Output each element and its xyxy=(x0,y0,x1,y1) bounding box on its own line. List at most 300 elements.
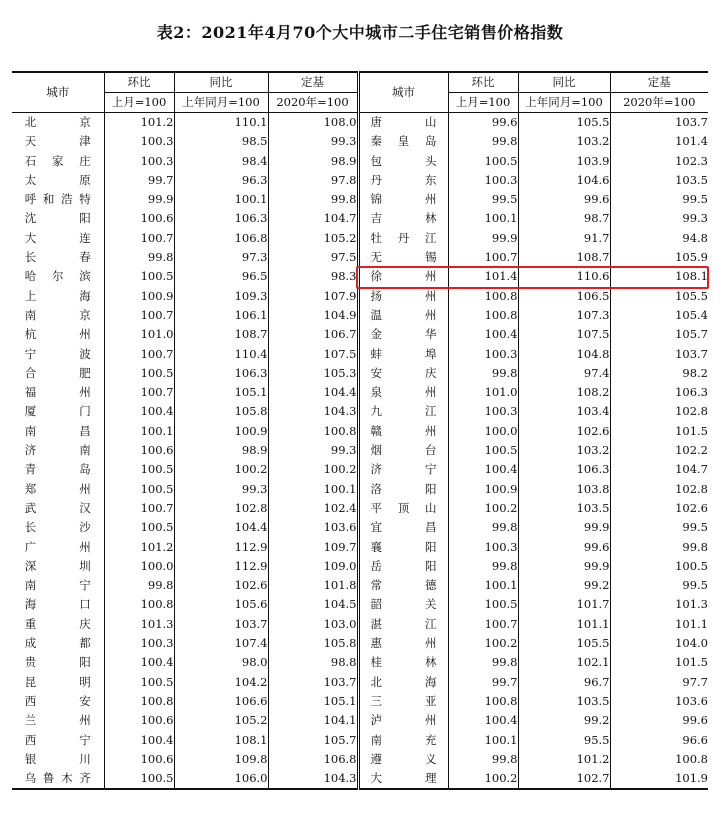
base-value-left: 103.7 xyxy=(268,673,358,692)
mom-value-right: 100.7 xyxy=(448,615,518,634)
city-cell-right xyxy=(358,538,448,557)
mom-value-right: 100.5 xyxy=(448,441,518,460)
base-value-right: 102.8 xyxy=(610,480,708,499)
yoy-value-right: 99.9 xyxy=(518,518,610,537)
table-row xyxy=(12,692,708,711)
yoy-value-right: 99.2 xyxy=(518,711,610,730)
city-name: 遵义 xyxy=(370,751,437,766)
table-row xyxy=(12,518,708,537)
yoy-value-right: 108.7 xyxy=(518,248,610,267)
city-cell-right xyxy=(358,422,448,441)
city-cell-right xyxy=(358,402,448,421)
yoy-value-left: 96.3 xyxy=(174,171,268,190)
city-name: 重庆 xyxy=(24,616,91,631)
yoy-value-right: 101.2 xyxy=(518,750,610,769)
mom-value-right: 99.8 xyxy=(448,750,518,769)
yoy-value-right: 97.4 xyxy=(518,364,610,383)
mom-value-right: 99.7 xyxy=(448,673,518,692)
city-name: 蚌埠 xyxy=(370,346,437,361)
base-value-right: 101.5 xyxy=(610,422,708,441)
base-value-right: 99.5 xyxy=(610,190,708,209)
yoy-value-right: 99.6 xyxy=(518,190,610,209)
city-name: 合肥 xyxy=(24,365,91,380)
yoy-value-right: 99.9 xyxy=(518,557,610,576)
city-name: 青岛 xyxy=(24,462,91,477)
base-value-left: 105.8 xyxy=(268,634,358,653)
base-value-right: 100.8 xyxy=(610,750,708,769)
base-value-right: 103.7 xyxy=(610,113,708,133)
mom-value-left: 100.7 xyxy=(104,499,174,518)
yoy-value-right: 105.5 xyxy=(518,634,610,653)
mom-value-left: 100.7 xyxy=(104,345,174,364)
city-cell-left xyxy=(12,345,104,364)
mom-value-right: 100.5 xyxy=(448,595,518,614)
yoy-value-left: 98.5 xyxy=(174,132,268,151)
yoy-value-right: 98.7 xyxy=(518,209,610,228)
base-value-right: 99.5 xyxy=(610,576,708,595)
table-row xyxy=(12,769,708,789)
header-base-left: 定基 xyxy=(268,72,358,93)
base-value-right: 98.2 xyxy=(610,364,708,383)
city-name: 乌鲁木齐 xyxy=(24,771,91,786)
mom-value-left: 100.7 xyxy=(104,383,174,402)
header-city-left: 城市 xyxy=(12,72,104,113)
mom-value-left: 100.5 xyxy=(104,364,174,383)
base-value-right: 104.0 xyxy=(610,634,708,653)
yoy-value-left: 98.0 xyxy=(174,653,268,672)
city-cell-left xyxy=(12,750,104,769)
mom-value-left: 100.5 xyxy=(104,518,174,537)
city-name: 武汉 xyxy=(24,500,91,515)
mom-value-left: 100.6 xyxy=(104,711,174,730)
yoy-value-right: 102.1 xyxy=(518,653,610,672)
base-value-left: 104.5 xyxy=(268,595,358,614)
base-value-right: 103.6 xyxy=(610,692,708,711)
yoy-value-left: 103.7 xyxy=(174,615,268,634)
city-cell-right xyxy=(358,383,448,402)
base-value-left: 100.2 xyxy=(268,460,358,479)
city-name: 南昌 xyxy=(24,423,91,438)
mom-value-left: 100.4 xyxy=(104,653,174,672)
yoy-value-left: 96.5 xyxy=(174,267,268,286)
yoy-value-left: 109.8 xyxy=(174,750,268,769)
city-cell-right xyxy=(358,190,448,209)
header-yoy-right: 同比 xyxy=(518,72,610,93)
city-cell-left xyxy=(12,325,104,344)
city-name: 济宁 xyxy=(370,462,437,477)
header-mom-right: 环比 xyxy=(448,72,518,93)
mom-value-right: 99.8 xyxy=(448,132,518,151)
mom-value-right: 100.1 xyxy=(448,209,518,228)
city-cell-left xyxy=(12,595,104,614)
base-value-right: 100.5 xyxy=(610,557,708,576)
mom-value-right: 99.6 xyxy=(448,113,518,133)
mom-value-left: 100.6 xyxy=(104,441,174,460)
yoy-value-left: 106.6 xyxy=(174,692,268,711)
table-row xyxy=(12,229,708,248)
yoy-value-right: 104.6 xyxy=(518,171,610,190)
base-value-left: 104.9 xyxy=(268,306,358,325)
table-row xyxy=(12,132,708,151)
city-cell-left xyxy=(12,402,104,421)
mom-value-right: 100.3 xyxy=(448,345,518,364)
base-value-right: 102.2 xyxy=(610,441,708,460)
table-row xyxy=(12,267,708,286)
yoy-value-left: 102.8 xyxy=(174,499,268,518)
table-row xyxy=(12,673,708,692)
city-name: 安庆 xyxy=(370,365,437,380)
mom-value-left: 100.0 xyxy=(104,557,174,576)
mom-value-right: 101.4 xyxy=(448,267,518,286)
city-cell-left xyxy=(12,653,104,672)
yoy-value-left: 105.6 xyxy=(174,595,268,614)
mom-value-left: 100.5 xyxy=(104,769,174,789)
header-city-right: 城市 xyxy=(358,72,448,113)
mom-value-right: 100.2 xyxy=(448,499,518,518)
city-cell-right xyxy=(358,364,448,383)
city-cell-left xyxy=(12,306,104,325)
table-row xyxy=(12,345,708,364)
mom-value-right: 100.1 xyxy=(448,731,518,750)
yoy-value-left: 106.1 xyxy=(174,306,268,325)
city-name: 郑州 xyxy=(24,481,91,496)
table-row xyxy=(12,209,708,228)
table-body xyxy=(12,113,708,790)
base-value-right: 97.7 xyxy=(610,673,708,692)
city-cell-left xyxy=(12,518,104,537)
mom-value-right: 100.4 xyxy=(448,711,518,730)
city-cell-right xyxy=(358,634,448,653)
city-cell-left xyxy=(12,152,104,171)
city-name: 锦州 xyxy=(370,192,437,207)
mom-value-left: 100.8 xyxy=(104,595,174,614)
base-value-left: 107.5 xyxy=(268,345,358,364)
base-value-right: 102.3 xyxy=(610,152,708,171)
yoy-value-right: 103.2 xyxy=(518,132,610,151)
city-cell-right xyxy=(358,113,448,133)
base-value-left: 97.5 xyxy=(268,248,358,267)
city-cell-right xyxy=(358,209,448,228)
base-value-left: 97.8 xyxy=(268,171,358,190)
header-base-sub-right: 2020年=100 xyxy=(610,93,708,113)
city-name: 太原 xyxy=(24,172,91,187)
mom-value-left: 100.4 xyxy=(104,731,174,750)
base-value-right: 101.1 xyxy=(610,615,708,634)
table-row xyxy=(12,364,708,383)
city-cell-left xyxy=(12,441,104,460)
base-value-right: 99.8 xyxy=(610,538,708,557)
base-value-left: 106.8 xyxy=(268,750,358,769)
city-name: 平顶山 xyxy=(370,500,437,515)
yoy-value-right: 104.8 xyxy=(518,345,610,364)
city-cell-right xyxy=(358,267,448,286)
mom-value-right: 100.3 xyxy=(448,402,518,421)
yoy-value-left: 99.3 xyxy=(174,480,268,499)
mom-value-left: 99.7 xyxy=(104,171,174,190)
city-name: 九江 xyxy=(370,404,437,419)
base-value-left: 107.9 xyxy=(268,287,358,306)
city-cell-left xyxy=(12,422,104,441)
table-row xyxy=(12,653,708,672)
mom-value-left: 99.8 xyxy=(104,576,174,595)
mom-value-left: 100.7 xyxy=(104,306,174,325)
city-cell-right xyxy=(358,518,448,537)
table-row xyxy=(12,499,708,518)
base-value-left: 99.8 xyxy=(268,190,358,209)
city-cell-right xyxy=(358,673,448,692)
city-name: 南充 xyxy=(370,732,437,747)
city-cell-right xyxy=(358,480,448,499)
mom-value-right: 100.0 xyxy=(448,422,518,441)
base-value-left: 103.0 xyxy=(268,615,358,634)
table-row xyxy=(12,711,708,730)
city-cell-right xyxy=(358,557,448,576)
city-cell-right xyxy=(358,287,448,306)
base-value-right: 101.3 xyxy=(610,595,708,614)
yoy-value-right: 107.3 xyxy=(518,306,610,325)
base-value-left: 104.4 xyxy=(268,383,358,402)
city-name: 徐州 xyxy=(370,269,437,284)
mom-value-left: 100.8 xyxy=(104,692,174,711)
city-cell-right xyxy=(358,615,448,634)
table-row xyxy=(12,460,708,479)
yoy-value-left: 100.2 xyxy=(174,460,268,479)
mom-value-left: 100.3 xyxy=(104,634,174,653)
mom-value-left: 100.6 xyxy=(104,750,174,769)
city-name: 惠州 xyxy=(370,636,437,651)
mom-value-right: 99.8 xyxy=(448,518,518,537)
yoy-value-left: 112.9 xyxy=(174,538,268,557)
base-value-left: 102.4 xyxy=(268,499,358,518)
city-cell-left xyxy=(12,711,104,730)
city-cell-left xyxy=(12,364,104,383)
base-value-right: 99.6 xyxy=(610,711,708,730)
base-value-left: 108.0 xyxy=(268,113,358,133)
mom-value-left: 100.5 xyxy=(104,480,174,499)
base-value-left: 98.8 xyxy=(268,653,358,672)
city-name: 牡丹江 xyxy=(370,230,437,245)
base-value-left: 103.6 xyxy=(268,518,358,537)
mom-value-right: 100.8 xyxy=(448,287,518,306)
city-cell-right xyxy=(358,325,448,344)
header-yoy-sub-right: 上年同月=100 xyxy=(518,93,610,113)
header-mom-left: 环比 xyxy=(104,72,174,93)
mom-value-right: 100.4 xyxy=(448,460,518,479)
mom-value-right: 100.3 xyxy=(448,171,518,190)
yoy-value-left: 112.9 xyxy=(174,557,268,576)
mom-value-left: 101.0 xyxy=(104,325,174,344)
city-cell-right xyxy=(358,692,448,711)
yoy-value-left: 110.4 xyxy=(174,345,268,364)
city-name: 兰州 xyxy=(24,713,91,728)
table-row xyxy=(12,402,708,421)
yoy-value-left: 110.1 xyxy=(174,113,268,133)
mom-value-left: 99.9 xyxy=(104,190,174,209)
price-index-table xyxy=(12,71,708,790)
base-value-left: 105.3 xyxy=(268,364,358,383)
table-row xyxy=(12,634,708,653)
city-name: 丹东 xyxy=(370,172,437,187)
city-name: 桂林 xyxy=(370,655,437,670)
header-mom-sub-left: 上月=100 xyxy=(104,93,174,113)
city-name: 昆明 xyxy=(24,674,91,689)
mom-value-right: 100.8 xyxy=(448,306,518,325)
city-cell-left xyxy=(12,731,104,750)
table-row xyxy=(12,595,708,614)
city-cell-left xyxy=(12,615,104,634)
mom-value-right: 100.9 xyxy=(448,480,518,499)
city-name: 长春 xyxy=(24,250,91,265)
mom-value-right: 99.9 xyxy=(448,229,518,248)
yoy-value-right: 103.5 xyxy=(518,692,610,711)
yoy-value-right: 103.2 xyxy=(518,441,610,460)
city-name: 韶关 xyxy=(370,597,437,612)
yoy-value-left: 104.4 xyxy=(174,518,268,537)
table-row xyxy=(12,731,708,750)
city-cell-right xyxy=(358,152,448,171)
city-cell-left xyxy=(12,769,104,789)
city-name: 扬州 xyxy=(370,288,437,303)
mom-value-right: 100.3 xyxy=(448,538,518,557)
city-cell-right xyxy=(358,576,448,595)
yoy-value-left: 100.9 xyxy=(174,422,268,441)
city-name: 烟台 xyxy=(370,443,437,458)
yoy-value-right: 95.5 xyxy=(518,731,610,750)
city-name: 湛江 xyxy=(370,616,437,631)
city-name: 常德 xyxy=(370,578,437,593)
base-value-right: 101.9 xyxy=(610,769,708,789)
base-value-right: 106.3 xyxy=(610,383,708,402)
page-title: 表2：2021年4月70个大中城市二手住宅销售价格指数 xyxy=(156,23,564,42)
city-name: 哈尔滨 xyxy=(24,269,91,284)
base-value-right: 99.3 xyxy=(610,209,708,228)
base-value-left: 104.1 xyxy=(268,711,358,730)
yoy-value-right: 99.6 xyxy=(518,538,610,557)
mom-value-right: 100.2 xyxy=(448,769,518,789)
city-name: 北京 xyxy=(24,115,91,129)
city-name: 福州 xyxy=(24,385,91,400)
table-row xyxy=(12,248,708,267)
city-name: 成都 xyxy=(24,636,91,651)
mom-value-left: 100.9 xyxy=(104,287,174,306)
city-name: 济南 xyxy=(24,443,91,458)
yoy-value-right: 105.5 xyxy=(518,113,610,133)
city-cell-left xyxy=(12,557,104,576)
table-row xyxy=(12,325,708,344)
yoy-value-right: 106.5 xyxy=(518,287,610,306)
city-name: 沈阳 xyxy=(24,211,91,226)
mom-value-left: 100.3 xyxy=(104,132,174,151)
table-row xyxy=(12,557,708,576)
city-name: 大连 xyxy=(24,230,91,245)
city-cell-right xyxy=(358,731,448,750)
base-value-right: 103.7 xyxy=(610,345,708,364)
base-value-left: 98.3 xyxy=(268,267,358,286)
mom-value-right: 100.5 xyxy=(448,152,518,171)
yoy-value-left: 106.8 xyxy=(174,229,268,248)
mom-value-right: 99.5 xyxy=(448,190,518,209)
city-name: 天津 xyxy=(24,134,91,149)
city-cell-left xyxy=(12,383,104,402)
table-row xyxy=(12,113,708,133)
table-row xyxy=(12,152,708,171)
mom-value-right: 99.8 xyxy=(448,653,518,672)
header-yoy-sub-left: 上年同月=100 xyxy=(174,93,268,113)
base-value-left: 105.1 xyxy=(268,692,358,711)
city-cell-right xyxy=(358,460,448,479)
city-name: 南宁 xyxy=(24,578,91,593)
table-row xyxy=(12,306,708,325)
city-name: 赣州 xyxy=(370,423,437,438)
mom-value-left: 99.8 xyxy=(104,248,174,267)
mom-value-left: 101.3 xyxy=(104,615,174,634)
city-cell-right xyxy=(358,499,448,518)
city-cell-left xyxy=(12,692,104,711)
mom-value-right: 99.8 xyxy=(448,364,518,383)
yoy-value-right: 107.5 xyxy=(518,325,610,344)
city-name: 无锡 xyxy=(370,250,437,265)
mom-value-left: 100.4 xyxy=(104,402,174,421)
base-value-left: 99.3 xyxy=(268,441,358,460)
city-cell-left xyxy=(12,287,104,306)
city-name: 包头 xyxy=(370,153,437,168)
yoy-value-left: 105.8 xyxy=(174,402,268,421)
header-base-sub-left: 2020年=100 xyxy=(268,93,358,113)
mom-value-left: 100.1 xyxy=(104,422,174,441)
city-cell-left xyxy=(12,113,104,133)
mom-value-left: 100.5 xyxy=(104,673,174,692)
city-cell-left xyxy=(12,132,104,151)
city-name: 呼和浩特 xyxy=(24,192,91,207)
city-name: 泉州 xyxy=(370,385,437,400)
table-row xyxy=(12,287,708,306)
table-row xyxy=(12,615,708,634)
city-cell-right xyxy=(358,653,448,672)
yoy-value-left: 106.3 xyxy=(174,209,268,228)
city-cell-left xyxy=(12,576,104,595)
base-value-right: 101.5 xyxy=(610,653,708,672)
base-value-right: 105.7 xyxy=(610,325,708,344)
yoy-value-right: 103.8 xyxy=(518,480,610,499)
yoy-value-left: 105.2 xyxy=(174,711,268,730)
city-name: 北海 xyxy=(370,674,437,689)
city-cell-left xyxy=(12,267,104,286)
city-name: 海口 xyxy=(24,597,91,612)
yoy-value-right: 91.7 xyxy=(518,229,610,248)
city-name: 长沙 xyxy=(24,520,91,535)
base-value-left: 104.3 xyxy=(268,769,358,789)
mom-value-right: 100.8 xyxy=(448,692,518,711)
table-row xyxy=(12,576,708,595)
city-cell-right xyxy=(358,345,448,364)
base-value-left: 104.7 xyxy=(268,209,358,228)
mom-value-left: 100.7 xyxy=(104,229,174,248)
base-value-left: 105.7 xyxy=(268,731,358,750)
base-value-left: 104.3 xyxy=(268,402,358,421)
city-name: 三亚 xyxy=(370,693,437,708)
table-row xyxy=(12,171,708,190)
yoy-value-left: 98.9 xyxy=(174,441,268,460)
base-value-right: 94.8 xyxy=(610,229,708,248)
city-name: 唐山 xyxy=(370,115,437,129)
city-name: 杭州 xyxy=(24,327,91,342)
yoy-value-right: 99.2 xyxy=(518,576,610,595)
base-value-right: 99.5 xyxy=(610,518,708,537)
header-base-right: 定基 xyxy=(610,72,708,93)
city-cell-right xyxy=(358,750,448,769)
city-cell-right xyxy=(358,171,448,190)
yoy-value-left: 108.7 xyxy=(174,325,268,344)
